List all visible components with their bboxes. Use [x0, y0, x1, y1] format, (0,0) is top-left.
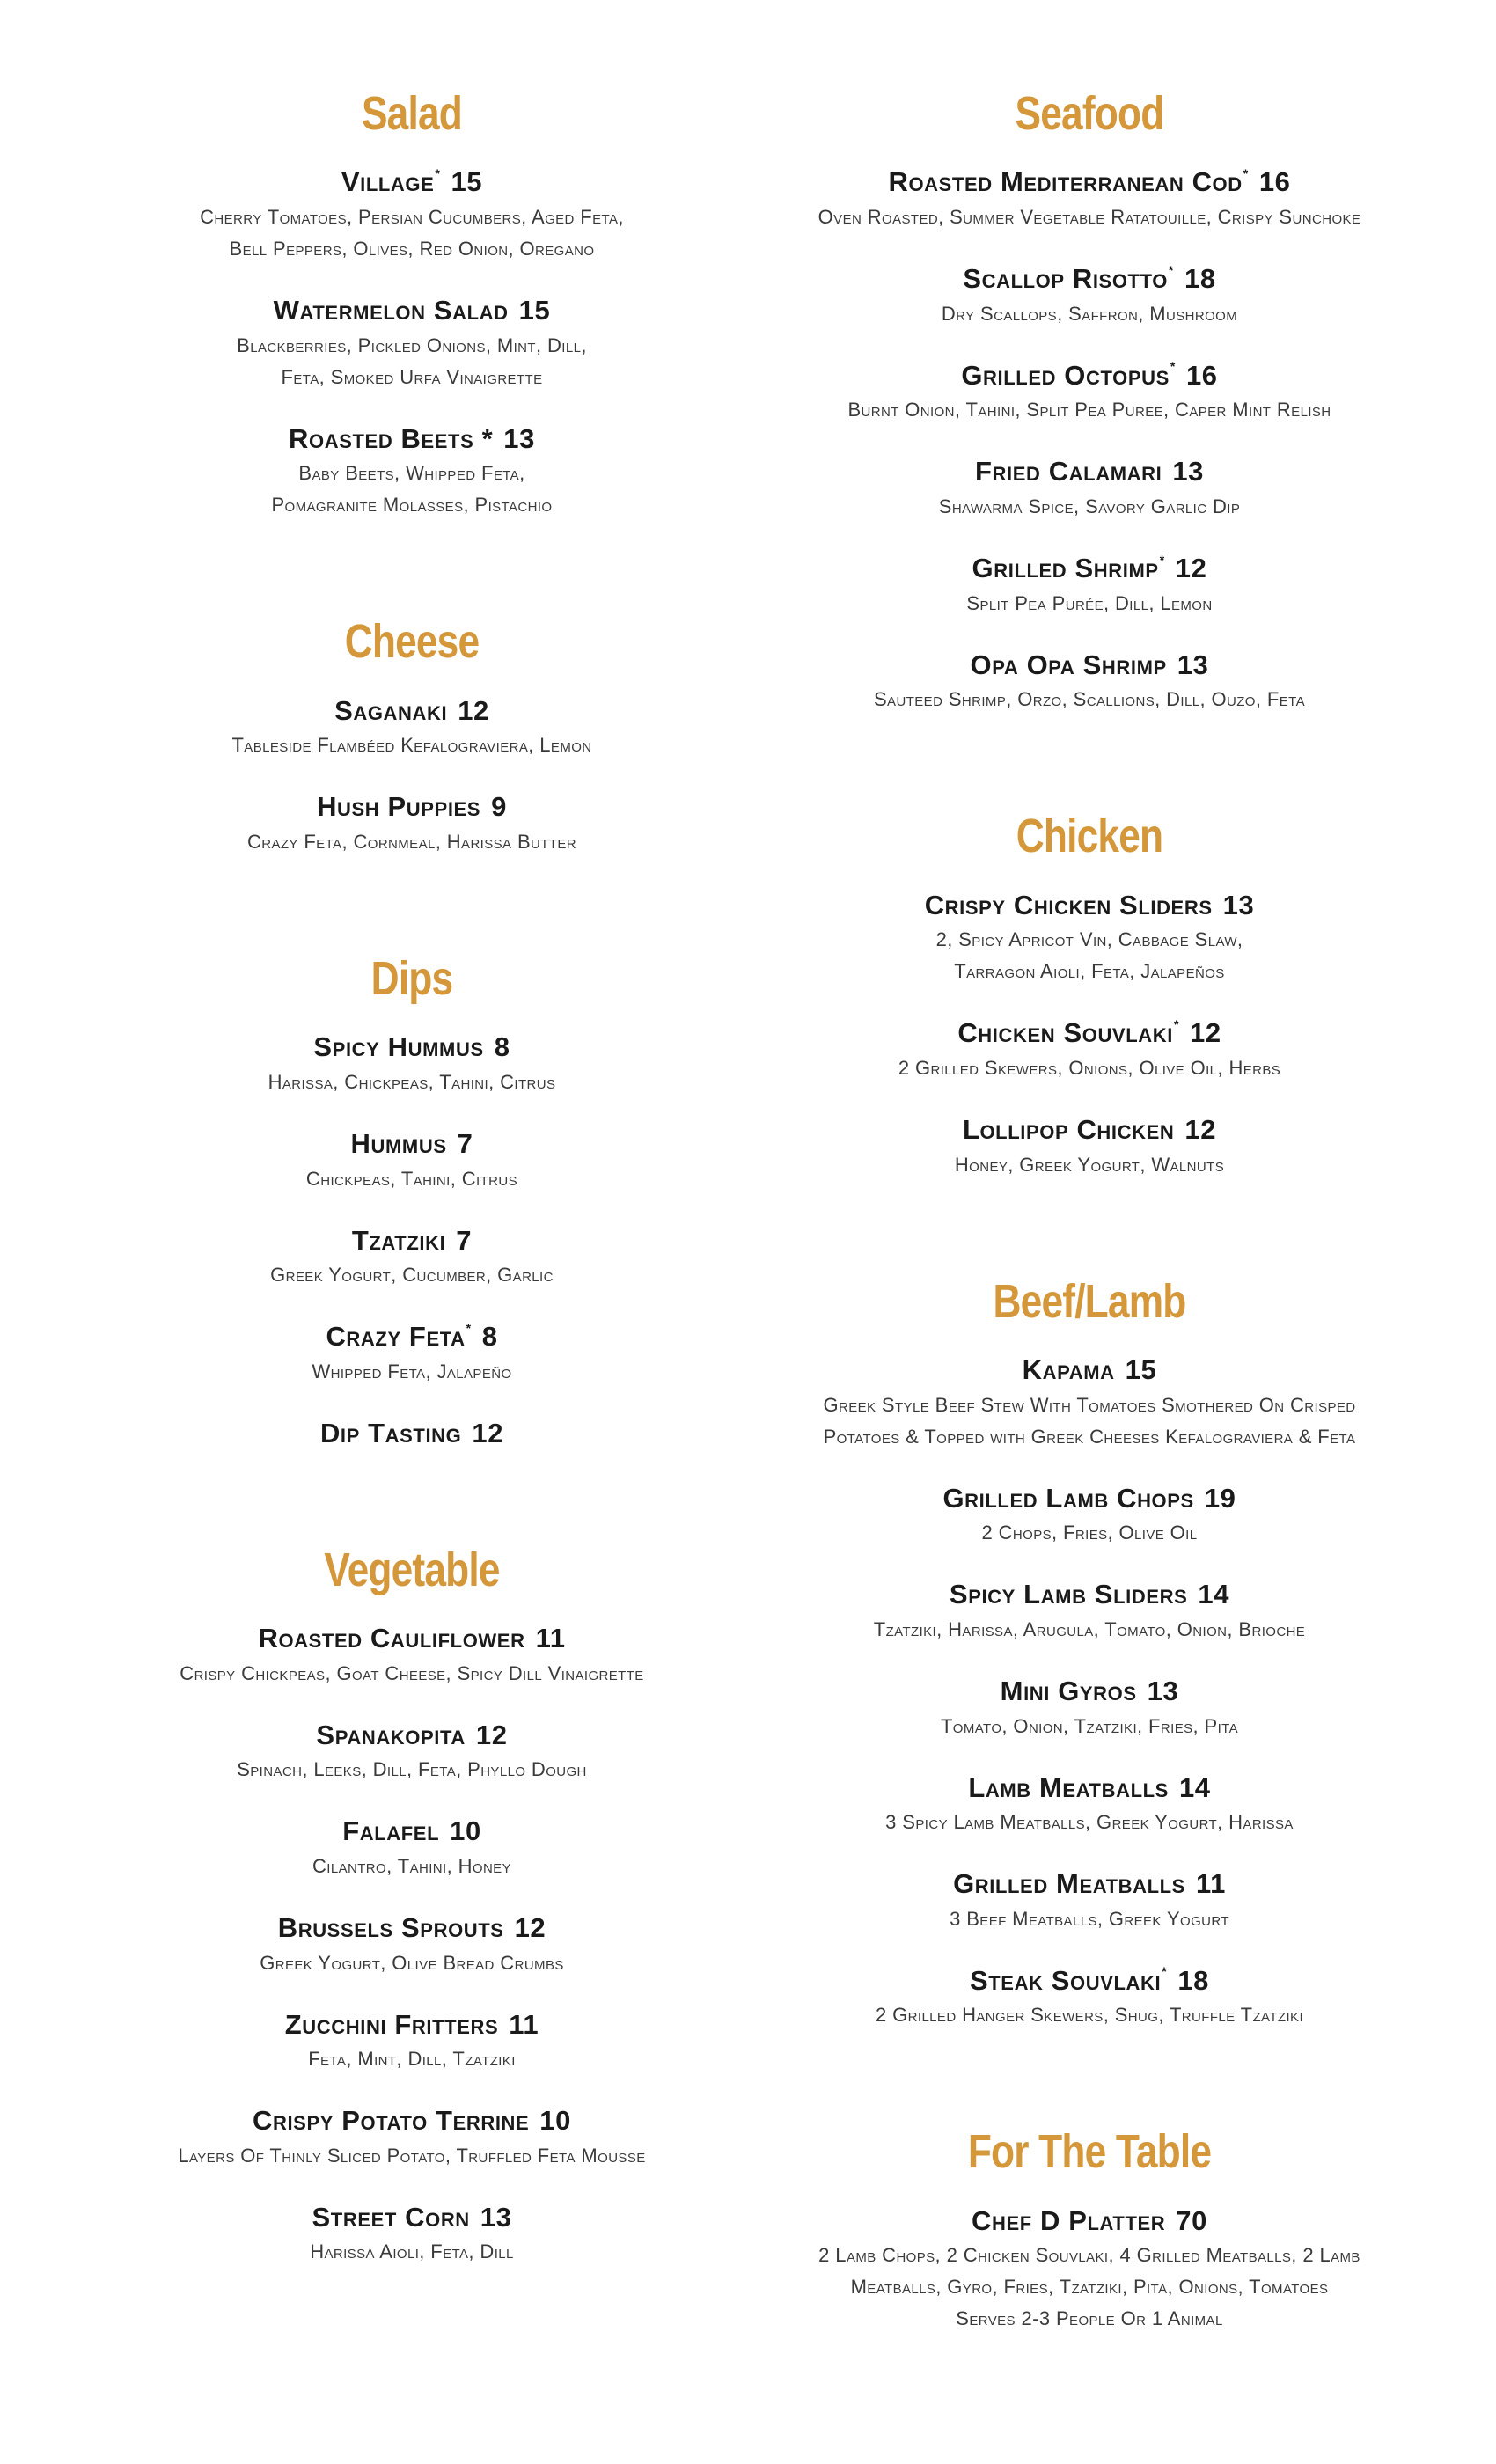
menu-item — [113, 791, 711, 858]
description-line: Tarragon Aioli, Feta, Jalapeños — [954, 960, 1225, 983]
description-line: 2 Grilled Skewers, Onions, Olive Oil, Herbs — [898, 1056, 1281, 1079]
description-line: Sauteed Shrimp, Orzo, Scallions, Dill, Ouzo, Feta — [873, 688, 1305, 711]
item-price: 11 — [535, 1622, 566, 1654]
item-name-text: Spicy Lamb Sliders — [949, 1579, 1188, 1610]
description-line: Tableside Flambéed Kefalograviera, Lemon — [231, 734, 592, 757]
item-name — [341, 166, 441, 197]
menu-items — [773, 1354, 1406, 2031]
item-name-text: Village — [341, 166, 435, 198]
item-heading — [773, 456, 1406, 488]
item-description — [773, 1052, 1406, 1084]
menu-item — [113, 2009, 711, 2076]
menu-items — [113, 1623, 711, 2268]
section-beef-lamb — [773, 1276, 1406, 2032]
item-name-text: Kapama — [1022, 1353, 1115, 1385]
section-title-chicken: Chicken — [1016, 810, 1163, 863]
menu-items — [113, 695, 711, 858]
menu-item — [113, 1031, 711, 1098]
description-line: 3 Spicy Lamb Meatballs, Greek Yogurt, Harissa — [885, 1811, 1294, 1834]
item-heading — [113, 1225, 711, 1257]
item-name-text: Roasted Beets * — [289, 422, 494, 454]
item-name-text: Crazy Feta — [326, 1321, 466, 1353]
item-name-text: Saganaki — [334, 694, 448, 726]
item-price: 70 — [1176, 2204, 1207, 2236]
item-name — [326, 1321, 471, 1352]
item-description — [113, 2043, 711, 2075]
item-description — [113, 826, 711, 858]
item-name — [953, 1868, 1185, 1899]
description-line: 2 Lamb Chops, 2 Chicken Souvlaki, 4 Grilled Meatballs, 2 Lamb — [818, 2244, 1360, 2267]
item-name-text: Grilled Octopus — [961, 359, 1170, 391]
description-line: Bell Peppers, Olives, Red Onion, Oregano — [229, 238, 595, 260]
item-description — [773, 2240, 1406, 2335]
item-name — [972, 2205, 1165, 2236]
item-name-text: Street Corn — [312, 2201, 470, 2233]
menu-item — [113, 1720, 711, 1786]
item-name — [316, 1720, 465, 1750]
description-line: Split Pea Purée, Dill, Lemon — [966, 591, 1213, 614]
item-price: 11 — [509, 2008, 539, 2040]
menu-item — [773, 890, 1406, 988]
description-line: Baby Beets, Whipped Feta, — [298, 462, 525, 485]
item-name-text: Chef D Platter — [972, 2204, 1166, 2236]
item-heading — [773, 553, 1406, 584]
description-line: 2, Spicy Apricot Vin, Cabbage Slaw, — [935, 928, 1243, 951]
item-price: 14 — [1198, 1579, 1230, 1610]
menu-item — [113, 1912, 711, 1979]
item-price: 12 — [1190, 1017, 1221, 1049]
menu-items — [773, 166, 1406, 715]
description-line: Greek Style Beef Stew With Tomatoes Smothered On Crisped — [823, 1393, 1356, 1416]
description-line: 3 Beef Meatballs, Greek Yogurt — [950, 1907, 1229, 1930]
item-description — [113, 2236, 711, 2268]
item-description — [773, 298, 1406, 330]
description-line: Serves 2-3 People Or 1 Animal — [956, 2307, 1223, 2330]
item-description — [773, 684, 1406, 715]
section-dips — [113, 953, 711, 1449]
menu-item — [773, 456, 1406, 523]
item-description — [773, 202, 1406, 233]
item-name — [342, 1815, 439, 1846]
item-heading — [113, 2105, 711, 2137]
description-line: Tomato, Onion, Tzatziki, Fries, Pita — [940, 1714, 1239, 1737]
menu-items — [773, 2205, 1406, 2336]
item-heading — [113, 1128, 711, 1160]
description-line: Harissa Aioli, Feta, Dill — [310, 2240, 514, 2263]
item-heading — [113, 423, 711, 455]
item-name-text: Dip Tasting — [319, 1417, 462, 1448]
item-price: 7 — [457, 1128, 473, 1160]
description-line: Blackberries, Pickled Onions, Mint, Dill, — [237, 334, 587, 356]
item-price: 19 — [1204, 1482, 1236, 1514]
menu-item — [773, 360, 1406, 427]
item-description — [113, 1163, 711, 1195]
description-line: Meatballs, Gyro, Fries, Tzatziki, Pita, Onions, Tomatoes — [850, 2276, 1329, 2299]
asterisk-mark: * — [435, 166, 441, 181]
menu-item — [113, 695, 711, 762]
menu-item — [113, 1623, 711, 1690]
item-price: 13 — [1177, 649, 1209, 680]
item-name — [972, 553, 1165, 583]
item-description — [773, 924, 1406, 987]
item-name — [971, 649, 1167, 680]
item-price: 10 — [539, 2105, 571, 2137]
item-name-text: Tzatziki — [351, 1224, 446, 1256]
item-name — [274, 295, 509, 326]
item-description — [773, 491, 1406, 523]
menu-items — [773, 890, 1406, 1181]
description-line: Chickpeas, Tahini, Citrus — [305, 1167, 518, 1190]
menu-item — [773, 1354, 1406, 1453]
item-heading — [773, 1114, 1406, 1146]
item-heading — [113, 1418, 711, 1449]
item-price: 12 — [475, 1719, 508, 1750]
item-heading — [773, 1354, 1406, 1386]
item-name — [970, 1965, 1167, 1996]
menu-item — [113, 1418, 711, 1449]
item-name — [942, 1483, 1193, 1514]
item-name-text: Crispy Chicken Sliders — [924, 889, 1213, 920]
item-name — [957, 1017, 1179, 1048]
item-description — [113, 1851, 711, 1882]
description-line: Greek Yogurt, Olive Bread Crumbs — [260, 1951, 564, 1974]
description-line: 2 Grilled Hanger Skewers, Shug, Truffle Tzatziki — [875, 2004, 1304, 2027]
item-name — [320, 1418, 461, 1448]
menu-item — [113, 1225, 711, 1292]
menu-items — [113, 1031, 711, 1448]
menu-item — [113, 2202, 711, 2269]
item-description — [113, 458, 711, 521]
menu-item — [773, 1965, 1406, 2032]
item-heading — [773, 166, 1406, 198]
item-name — [925, 890, 1213, 920]
menu-item — [773, 1868, 1406, 1935]
section-for-the-table — [773, 2126, 1406, 2335]
description-line: Potatoes & Topped with Greek Cheeses Kefalograviera & Feta — [823, 1425, 1356, 1448]
item-heading — [113, 1815, 711, 1847]
menu-item — [113, 166, 711, 265]
item-heading — [773, 1017, 1406, 1049]
item-description — [773, 1614, 1406, 1646]
asterisk-mark: * — [1162, 1964, 1168, 1979]
menu-items — [113, 166, 711, 521]
menu-item — [773, 1772, 1406, 1839]
description-line: Greek Yogurt, Cucumber, Garlic — [270, 1264, 554, 1287]
item-name-text: Lollipop Chicken — [962, 1113, 1175, 1145]
menu-item — [113, 423, 711, 522]
description-line: Shawarma Spice, Savory Garlic Dip — [938, 495, 1241, 517]
item-name-text: Scallop Risotto — [963, 263, 1168, 295]
item-heading — [113, 2202, 711, 2233]
item-description — [113, 1658, 711, 1690]
item-price: 13 — [1147, 1675, 1179, 1706]
menu-item — [773, 2205, 1406, 2336]
item-price: 10 — [450, 1815, 481, 1847]
item-description — [113, 1947, 711, 1979]
item-price: 7 — [456, 1224, 473, 1256]
item-name-text: Mini Gyros — [1000, 1675, 1137, 1706]
menu-item — [773, 1676, 1406, 1742]
item-price: 12 — [1184, 1113, 1217, 1145]
item-price: 12 — [514, 1911, 546, 1943]
item-heading — [773, 1579, 1406, 1610]
item-price: 12 — [458, 694, 489, 726]
item-name — [289, 423, 493, 454]
description-line: Cilantro, Tahini, Honey — [312, 1854, 511, 1877]
menu-item — [113, 1815, 711, 1882]
item-heading — [113, 1321, 711, 1353]
asterisk-mark: * — [1170, 359, 1176, 374]
item-price: 16 — [1258, 166, 1291, 198]
item-price: 11 — [1195, 1868, 1226, 1900]
item-description — [113, 202, 711, 265]
right-column — [773, 88, 1406, 2430]
item-name — [963, 1114, 1174, 1145]
item-description — [773, 588, 1406, 620]
description-line: Cherry Tomatoes, Persian Cucumbers, Aged Feta, — [200, 206, 624, 229]
item-description — [113, 730, 711, 761]
item-description — [113, 1754, 711, 1786]
description-line: Dry Scallops, Saffron, Mushroom — [941, 302, 1238, 325]
item-name — [1001, 1676, 1137, 1706]
menu-item — [773, 649, 1406, 716]
item-description — [113, 330, 711, 393]
item-price: 13 — [1222, 889, 1255, 920]
item-name — [963, 263, 1174, 294]
item-description — [773, 1390, 1406, 1453]
item-description — [773, 1517, 1406, 1549]
item-description — [773, 1903, 1406, 1935]
item-name-text: Roasted Cauliflower — [258, 1622, 525, 1654]
description-line: Oven Roasted, Summer Vegetable Ratatouille, Crispy Sunchoke — [818, 206, 1361, 229]
section-seafood — [773, 88, 1406, 715]
left-column — [113, 88, 711, 2363]
menu-item — [773, 1017, 1406, 1084]
item-description — [773, 1807, 1406, 1838]
description-line: Feta, Mint, Dill, Tzatziki — [308, 2048, 516, 2071]
description-line: Crazy Feta, Cornmeal, Harissa Butter — [246, 830, 577, 853]
item-price: 12 — [1175, 552, 1207, 583]
description-line: Feta, Smoked Urfa Vinaigrette — [281, 365, 543, 388]
description-line: Burnt Onion, Tahini, Split Pea Puree, Caper Mint Relish — [847, 399, 1331, 422]
asterisk-mark: * — [1168, 262, 1174, 277]
asterisk-mark: * — [1243, 166, 1249, 181]
item-name-text: Crispy Potato Terrine — [253, 2105, 530, 2137]
item-price: 9 — [491, 791, 507, 823]
item-name-text: Chicken Souvlaki — [957, 1017, 1173, 1049]
item-name — [968, 1772, 1169, 1803]
item-name — [351, 1128, 447, 1159]
item-name-text: Opa Opa Shrimp — [970, 649, 1167, 680]
item-name — [313, 1031, 483, 1062]
description-line: Crispy Chickpeas, Goat Cheese, Spicy Dill Vinaigrette — [180, 1661, 644, 1684]
item-price: 15 — [451, 166, 483, 198]
item-price: 13 — [480, 2201, 512, 2233]
item-name-text: Watermelon Salad — [273, 295, 509, 326]
menu-item — [773, 263, 1406, 330]
item-name-text: Hush Puppies — [317, 791, 481, 823]
item-name-text: Hummus — [350, 1128, 447, 1160]
item-price: 15 — [518, 295, 551, 326]
description-line: Layers Of Thinly Sliced Potato, Truffled Feta Mousse — [178, 2144, 646, 2167]
item-name-text: Steak Souvlaki — [969, 1964, 1162, 1996]
menu-item — [773, 1483, 1406, 1550]
item-heading — [773, 1965, 1406, 1997]
item-name-text: Falafel — [342, 1815, 440, 1847]
item-name — [253, 2105, 529, 2136]
menu-item — [773, 553, 1406, 620]
item-name — [312, 2202, 470, 2233]
item-price: 13 — [503, 422, 535, 454]
item-heading — [773, 263, 1406, 295]
item-name-text: Spanakopita — [316, 1719, 466, 1750]
section-title-vegetable: Vegetable — [324, 1543, 500, 1596]
item-price: 13 — [1172, 456, 1204, 488]
item-description — [773, 1711, 1406, 1742]
item-name-text: Zucchini Fritters — [284, 2008, 499, 2040]
section-title-dips: Dips — [370, 951, 453, 1005]
description-line: Pomagranite Molasses, Pistachio — [271, 494, 553, 517]
description-line: 2 Chops, Fries, Olive Oil — [981, 1522, 1198, 1544]
item-name — [334, 695, 447, 726]
item-heading — [773, 890, 1406, 921]
section-title-beef-lamb: Beef/Lamb — [993, 1274, 1186, 1328]
item-name-text: Spicy Hummus — [313, 1031, 484, 1063]
item-price: 14 — [1178, 1771, 1211, 1803]
item-price: 12 — [472, 1417, 504, 1448]
item-heading — [773, 360, 1406, 392]
section-cheese — [113, 616, 711, 858]
item-heading — [773, 1483, 1406, 1514]
item-heading — [113, 1031, 711, 1063]
menu-item — [113, 2105, 711, 2172]
section-title-salad: Salad — [361, 87, 463, 140]
item-heading — [113, 295, 711, 326]
description-line: Tzatziki, Harissa, Arugula, Tomato, Onion, Brioche — [873, 1617, 1306, 1640]
description-line: Whipped Feta, Jalapeño — [312, 1360, 512, 1382]
item-name-text: Roasted Mediterranean Cod — [888, 166, 1243, 198]
item-description — [773, 1999, 1406, 2031]
section-chicken — [773, 810, 1406, 1180]
section-title-seafood: Seafood — [1015, 87, 1164, 140]
section-title-for-the-table: For The Table — [967, 2125, 1212, 2179]
item-name-text: Grilled Meatballs — [953, 1868, 1185, 1900]
item-description — [113, 1067, 711, 1098]
asterisk-mark: * — [1173, 1016, 1179, 1031]
menu-item — [113, 1321, 711, 1388]
menu-item — [113, 1128, 711, 1195]
item-name — [888, 166, 1248, 197]
item-name-text: Grilled Shrimp — [972, 552, 1159, 583]
item-heading — [113, 2009, 711, 2041]
section-salad — [113, 88, 711, 521]
menu-item — [113, 295, 711, 393]
section-vegetable — [113, 1544, 711, 2269]
item-price: 15 — [1125, 1353, 1157, 1385]
item-name — [285, 2009, 498, 2040]
item-heading — [113, 1720, 711, 1751]
item-name — [258, 1623, 524, 1654]
item-heading — [113, 1623, 711, 1654]
asterisk-mark: * — [466, 1320, 472, 1335]
item-description — [113, 1356, 711, 1388]
item-heading — [113, 166, 711, 198]
item-heading — [773, 1868, 1406, 1900]
item-name — [352, 1225, 445, 1256]
item-name — [961, 360, 1176, 391]
item-description — [773, 1149, 1406, 1181]
item-price: 18 — [1184, 263, 1216, 295]
item-name — [317, 791, 480, 822]
item-price: 16 — [1185, 359, 1218, 391]
item-name — [1023, 1354, 1115, 1385]
item-name — [950, 1579, 1187, 1610]
item-name — [278, 1912, 504, 1943]
item-heading — [773, 1772, 1406, 1804]
item-description — [113, 2140, 711, 2172]
item-heading — [773, 1676, 1406, 1707]
item-heading — [773, 2205, 1406, 2237]
item-description — [113, 1259, 711, 1291]
item-name-text: Fried Calamari — [974, 456, 1162, 488]
item-heading — [113, 1912, 711, 1944]
asterisk-mark: * — [1159, 552, 1165, 567]
item-price: 8 — [494, 1031, 510, 1063]
item-heading — [773, 649, 1406, 681]
item-name-text: Grilled Lamb Chops — [942, 1482, 1194, 1514]
item-heading — [113, 791, 711, 823]
section-title-cheese: Cheese — [344, 615, 480, 669]
menu-item — [773, 1114, 1406, 1181]
menu-item — [773, 1579, 1406, 1646]
item-description — [773, 394, 1406, 426]
description-line: Honey, Greek Yogurt, Walnuts — [954, 1153, 1225, 1176]
menu-item — [773, 166, 1406, 233]
item-price: 18 — [1177, 1964, 1209, 1996]
item-heading — [113, 695, 711, 727]
description-line: Spinach, Leeks, Dill, Feta, Phyllo Dough — [237, 1758, 587, 1781]
item-name-text: Lamb Meatballs — [968, 1771, 1169, 1803]
item-price: 8 — [481, 1321, 498, 1353]
item-name — [975, 456, 1162, 487]
description-line: Harissa, Chickpeas, Tahini, Citrus — [268, 1071, 556, 1094]
item-name-text: Brussels Sprouts — [277, 1911, 504, 1943]
